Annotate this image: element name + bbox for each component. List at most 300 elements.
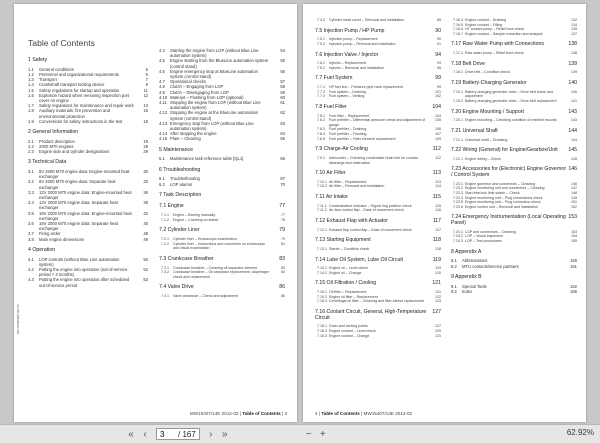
section-page-number: 83 xyxy=(279,255,285,262)
entry-page: 64 xyxy=(280,131,285,137)
entry-number: 3.3 xyxy=(28,189,34,195)
entry-page: 117 xyxy=(435,227,441,232)
section-page-number: 139 xyxy=(568,60,577,67)
entry-page: 36 xyxy=(143,189,148,195)
section-heading-text: 7.15 Oil Filtration / Cooling xyxy=(315,280,377,287)
entry-title: Centrifugal oil filter – Cleaning and filter-sleeve replacement xyxy=(329,299,425,304)
toc-entry[interactable] xyxy=(28,179,148,189)
toc-entry[interactable] xyxy=(28,277,148,287)
minus-icon[interactable]: − xyxy=(305,428,312,440)
entry-title: Stopping the engine from LOP (without Blue Line automation system) xyxy=(170,100,261,111)
entry-title: Drive belt – Condition check xyxy=(465,70,510,75)
toc-section xyxy=(451,81,577,104)
entry-page: 42 xyxy=(143,210,148,216)
section-heading[interactable] xyxy=(28,160,148,166)
entry-title: Fuel prefilter – Flushing xyxy=(329,132,367,136)
entry-title: 2000 M70 engines xyxy=(39,143,74,149)
section-page-number: 90 xyxy=(435,27,441,34)
toc-entry[interactable] xyxy=(28,93,148,103)
entry-page: 30 xyxy=(143,169,148,174)
section-heading[interactable] xyxy=(315,310,441,321)
entry-title: Battery-charging generator drive – Drive belt check and adjustment xyxy=(465,89,554,99)
section-heading[interactable] xyxy=(315,258,441,264)
section-heading-text: 7.18 Belt Drive xyxy=(451,60,486,67)
section-heading-text: 4 Operation xyxy=(28,246,56,253)
footer-label: Table of Contents xyxy=(242,411,281,416)
toc-entry[interactable] xyxy=(159,242,285,251)
entry-number: 7.19.2 xyxy=(453,98,463,103)
entry-title: Crankshaft transport locking device xyxy=(39,82,105,88)
entry-title: Engine – Barring manually xyxy=(173,213,216,218)
entry-title: Engine – Cranking on starter xyxy=(173,217,219,222)
entry-page: 155 xyxy=(571,239,577,244)
entry-number: 7.24.1 xyxy=(453,229,463,234)
entry-title: LOP – Visual inspection xyxy=(465,234,504,239)
entry-number: 4.2 xyxy=(28,266,34,272)
entry-number: 7.7.1 xyxy=(317,85,325,90)
entry-page: 50 xyxy=(143,256,148,262)
entry-page: 90 xyxy=(437,37,441,42)
toc-entry[interactable] xyxy=(315,334,441,339)
entry-title: LOP – Test procedures xyxy=(465,239,502,244)
toc-entry[interactable] xyxy=(159,69,285,79)
toc-entry[interactable] xyxy=(28,221,148,231)
entry-page: 113 xyxy=(435,179,441,184)
entry-page: 63 xyxy=(280,120,285,126)
entry-page: 33 xyxy=(143,179,148,185)
entry-page: 77 xyxy=(281,213,285,218)
section-heading[interactable] xyxy=(159,148,285,154)
entry-page: 140 xyxy=(571,89,577,94)
entry-title: Injection pump – Removal and installation xyxy=(329,41,396,46)
toc-entry[interactable] xyxy=(28,257,148,267)
entry-title: Engine oil filter – Replacement xyxy=(329,294,378,299)
entry-number: 7.2.2 xyxy=(161,241,169,246)
section-heading[interactable] xyxy=(315,281,441,287)
section-heading[interactable] xyxy=(451,275,577,281)
footer-doc-id: MW15407/14E 2012-02 xyxy=(189,411,239,416)
section-page-number: 117 xyxy=(432,217,441,224)
entry-page: 65 xyxy=(280,136,285,142)
toc-entry[interactable] xyxy=(28,237,148,242)
entry-number: 7.12.1 xyxy=(317,227,327,232)
toc-entry[interactable] xyxy=(159,156,285,161)
toc-entry[interactable] xyxy=(28,200,148,210)
page-input[interactable] xyxy=(160,430,178,439)
entry-number: 7.23.3 xyxy=(453,191,463,196)
entry-title: Safety regulations for startup and operation xyxy=(39,87,120,93)
pdf-page-3 xyxy=(14,4,297,422)
entry-number: 4.5 xyxy=(159,58,165,64)
entry-number: 7.17.1 xyxy=(453,51,463,56)
toc-entry[interactable] xyxy=(451,205,577,210)
entry-page: 18 xyxy=(143,118,148,124)
entry-number: 7.10.1 xyxy=(317,179,327,184)
entry-title: Clutch – Engaging from LOP xyxy=(170,84,224,90)
section-heading[interactable] xyxy=(451,148,577,154)
toc-entry[interactable] xyxy=(451,51,577,56)
toc-entry[interactable] xyxy=(28,119,148,124)
entry-number: 9.1 xyxy=(451,283,457,289)
toc-entry[interactable] xyxy=(451,239,577,244)
entry-page: 149 xyxy=(571,195,577,200)
section-heading[interactable] xyxy=(451,167,577,178)
chevron-left-icon[interactable]: ‹ xyxy=(143,428,147,440)
entry-title: Emergency stop from LOP (without Blue Line automation system) xyxy=(170,120,254,132)
toc-entry[interactable] xyxy=(159,182,285,187)
toc-entry[interactable] xyxy=(315,228,441,233)
entry-title: Injection pump – Replacement xyxy=(329,37,378,42)
entry-title: LOP and connectors – Cleaning xyxy=(465,229,516,234)
toc-entry[interactable] xyxy=(159,110,285,120)
entry-page: 19 xyxy=(143,138,148,144)
section-heading-text: 2 General Information xyxy=(28,128,79,135)
entry-page: 86 xyxy=(281,294,285,299)
section-heading[interactable] xyxy=(315,219,441,225)
toc-section xyxy=(159,204,285,222)
toc-section xyxy=(315,18,441,23)
entry-number: 6.2 xyxy=(159,181,165,187)
toc-entry[interactable] xyxy=(451,118,577,123)
page-footer: 4 | Table of Contents | MW15407/14E 2012-02 xyxy=(315,411,413,416)
section-heading-text: 8 Appendix A xyxy=(451,248,482,255)
entry-number: 7.23.2 xyxy=(453,186,463,191)
entry-number: 7.11.1 xyxy=(317,203,327,208)
chevron-right-icon[interactable]: › xyxy=(209,428,213,440)
entry-page: 58 xyxy=(280,84,285,90)
toc-entry[interactable] xyxy=(451,32,577,37)
section-page-number: 79 xyxy=(279,227,285,234)
entry-page: 166 xyxy=(570,288,577,294)
section-page-number: 113 xyxy=(432,170,441,177)
entry-number: 1.3 xyxy=(28,77,34,83)
toc-entry[interactable] xyxy=(315,42,441,47)
toc-entry[interactable] xyxy=(451,289,577,294)
toc-section xyxy=(315,258,441,276)
double-chevron-right-icon[interactable]: » xyxy=(222,428,228,440)
section-heading-text: 7.23 Accessories for (Electronic) Engine Governor / Control System xyxy=(451,166,567,179)
entry-page: 146 xyxy=(571,181,577,186)
entry-title: Engine monitoring unit and connectors – Cleaning xyxy=(465,186,545,191)
entry-page: 70 xyxy=(280,181,285,187)
entry-number: 7.1.2 xyxy=(161,217,169,222)
plus-icon[interactable]: + xyxy=(319,428,326,440)
entry-number: 7.10.2 xyxy=(317,184,327,189)
entry-number: 7.6.2 xyxy=(317,65,325,70)
section-page-number: 119 xyxy=(432,256,441,263)
toc-entry[interactable] xyxy=(315,184,441,189)
page-number-field[interactable] xyxy=(156,428,200,440)
toc-entry[interactable] xyxy=(28,149,148,154)
section-heading[interactable] xyxy=(451,81,577,87)
entry-title: Personnel and organizational requirements xyxy=(39,71,119,77)
toc-entry[interactable] xyxy=(315,271,441,276)
entry-page: 39 xyxy=(143,200,148,206)
toc-entry[interactable] xyxy=(315,208,441,213)
section-heading[interactable] xyxy=(159,228,285,234)
entry-title: 8V 2000 M70 engine data: Separate heat exchanger xyxy=(39,179,116,190)
entry-title: Abbreviations xyxy=(462,258,488,264)
section-heading[interactable] xyxy=(28,58,148,64)
entry-number: 2.1 xyxy=(28,138,34,144)
section-heading-text: 7.21 Universal Shaft xyxy=(451,127,498,134)
entry-number: 4.6 xyxy=(159,68,165,74)
section-heading[interactable] xyxy=(159,193,285,199)
toc-section xyxy=(315,105,441,141)
entry-page: 106 xyxy=(435,127,441,132)
entry-page: 135 xyxy=(571,27,577,32)
entry-page: 153 xyxy=(571,229,577,234)
section-heading[interactable] xyxy=(28,248,148,254)
toc-entry[interactable] xyxy=(159,136,285,141)
section-heading[interactable] xyxy=(451,129,577,135)
entry-page: 59 xyxy=(280,89,285,95)
entry-page: 118 xyxy=(435,246,441,251)
section-heading[interactable] xyxy=(451,42,577,48)
section-page-number: 77 xyxy=(279,203,285,210)
section-page-number: 115 xyxy=(432,194,441,200)
entry-page: 57 xyxy=(280,79,285,85)
entry-page: 158 xyxy=(570,258,577,264)
entry-title: Engine emergency stop at BlueLine automation system (control stand) xyxy=(170,68,258,80)
section-heading[interactable] xyxy=(159,257,285,263)
entry-number: 7.7.3 xyxy=(317,94,325,99)
toc-entry[interactable] xyxy=(451,90,577,99)
entry-page: 28 xyxy=(143,143,148,149)
entry-title: Cylinder head cover – Removal and installation xyxy=(329,18,405,22)
section-heading[interactable] xyxy=(315,29,441,35)
section-heading-text: 6 Troubleshooting xyxy=(159,166,201,173)
section-heading[interactable] xyxy=(451,250,577,256)
toc-section xyxy=(315,238,441,251)
toc-entry[interactable] xyxy=(28,190,148,200)
entry-number: 7.6.1 xyxy=(317,61,325,66)
entry-page: 138 xyxy=(571,51,577,56)
section-page-number: 118 xyxy=(432,237,441,244)
toc-column-2 xyxy=(159,48,285,299)
section-heading[interactable] xyxy=(315,195,441,201)
toc-section xyxy=(28,248,148,288)
section-heading-text: 7.13 Starting Equipment xyxy=(315,237,371,244)
zoom-level[interactable]: 62.92% xyxy=(566,428,594,437)
toc-entry[interactable] xyxy=(159,48,285,58)
entry-title: Fuel prefilter – Differential pressure check and adjustment of gauge xyxy=(329,118,426,127)
section-heading-text: 7.19 Battery-Charging Generator xyxy=(451,80,527,86)
section-heading-text: 5 Maintenance xyxy=(159,146,194,153)
entry-number: 1.7 xyxy=(28,103,34,109)
entry-page: 79 xyxy=(281,237,285,242)
section-heading[interactable] xyxy=(315,53,441,59)
double-chevron-left-icon[interactable]: « xyxy=(128,428,134,440)
entry-title: Fuel system – Draining xyxy=(329,89,366,94)
section-page-number: 144 xyxy=(568,127,577,134)
toc-entry[interactable] xyxy=(159,100,285,110)
entry-page: 122 xyxy=(435,294,441,299)
toc-section xyxy=(451,42,577,55)
toc-entry[interactable] xyxy=(315,156,441,165)
toc-section xyxy=(159,257,285,280)
toc-entry[interactable] xyxy=(159,58,285,68)
entry-title: Engine coolant – Level check xyxy=(329,328,376,333)
entry-page: 99 xyxy=(437,85,441,90)
toc-column-1 xyxy=(315,18,441,338)
toc-entry[interactable] xyxy=(159,270,285,279)
section-heading[interactable] xyxy=(159,285,285,291)
entry-number: 7.5.2 xyxy=(317,41,325,46)
section-heading-text: 7.22 Wiring (General) for Engine/Gearbox/Unit xyxy=(451,147,558,154)
entry-page: 49 xyxy=(143,236,148,242)
toc-entry[interactable] xyxy=(451,138,577,143)
entry-number: 7.9.1 xyxy=(317,155,325,160)
entry-title: Injector – Removal and installation xyxy=(329,65,384,70)
section-heading-text: 7.17 Raw Water Pump with Connections xyxy=(451,41,544,48)
section-heading[interactable] xyxy=(315,105,441,111)
section-heading-text: 7.5 Injection Pump / HP Pump xyxy=(315,27,385,34)
entry-number: 3.5 xyxy=(28,210,34,216)
entry-number: 7.19.1 xyxy=(453,89,463,94)
section-heading-text: 7.16 Coolant Circuit, General, High-Temperature Circuit xyxy=(315,308,427,321)
entry-page: 144 xyxy=(571,137,577,142)
entry-title: Stopping the engine at the BlueLine automation system (control stand) xyxy=(170,110,259,121)
entry-number: 1.8 xyxy=(28,108,34,114)
toc-entry[interactable] xyxy=(315,18,441,23)
section-heading[interactable] xyxy=(315,238,441,244)
toc-entry[interactable] xyxy=(28,267,148,277)
toc-section xyxy=(315,171,441,189)
section-heading[interactable] xyxy=(451,215,577,226)
entry-page: 152 xyxy=(571,204,577,209)
entry-title: Engine starting from the BlueLine automation system (control stand) xyxy=(170,58,269,69)
entry-page: 151 xyxy=(571,200,577,205)
entry-number: 4.9 xyxy=(159,89,165,95)
toc-entry[interactable] xyxy=(28,169,148,179)
toc-entry[interactable] xyxy=(28,108,148,118)
entry-title: Operational checks xyxy=(170,79,206,85)
entry-page: 121 xyxy=(435,290,441,295)
entry-number: 2.3 xyxy=(28,149,34,155)
entry-number: 7.23.5 xyxy=(453,200,463,205)
entry-page: 116 xyxy=(435,208,441,213)
entry-number: 4.13 xyxy=(159,120,168,126)
entry-number: 7.13.1 xyxy=(317,246,327,251)
section-heading[interactable] xyxy=(451,62,577,68)
entry-page: 101 xyxy=(435,89,441,94)
entry-title: Fuel filter – Replacement xyxy=(329,113,369,118)
toc-section xyxy=(315,147,441,165)
entry-title: Raw water pump – Relief bore check xyxy=(465,51,524,56)
entry-number: 3.8 xyxy=(28,236,34,242)
toc-title-wrap xyxy=(28,38,148,52)
entry-page: 94 xyxy=(437,61,441,66)
entry-number: 4.12 xyxy=(159,110,168,116)
entry-page: 8 xyxy=(145,82,148,88)
section-heading-text: 7 Task Description xyxy=(159,191,202,198)
entry-page: 7 xyxy=(145,77,148,83)
entry-page: 62 xyxy=(280,110,285,116)
section-page-number: 86 xyxy=(279,284,285,291)
entry-number: 4.8 xyxy=(159,84,165,90)
toc-entry[interactable] xyxy=(159,121,285,131)
entry-number: 7.15.2 xyxy=(317,294,327,299)
entry-title: Product description xyxy=(39,138,75,144)
entry-page: 129 xyxy=(435,328,441,333)
section-page-number: 104 xyxy=(432,103,441,110)
entry-number: 1.6 xyxy=(28,92,34,98)
entry-title: Fuel system – Venting xyxy=(329,94,365,99)
entry-title: 12V 2000 M70 engine data: Engine-mounted heat exchanger xyxy=(39,189,132,201)
toc-entry[interactable] xyxy=(315,299,441,304)
toc-entry[interactable] xyxy=(159,294,285,299)
entry-number: 1.4 xyxy=(28,82,34,88)
section-heading[interactable] xyxy=(159,168,285,174)
entry-title: LOP alarms xyxy=(170,181,193,187)
toc-entry[interactable] xyxy=(315,247,441,252)
section-heading[interactable] xyxy=(159,204,285,210)
entry-number: 4.14 xyxy=(159,131,168,137)
toc-entry[interactable] xyxy=(315,94,441,99)
section-heading-text: 9 Appendix B xyxy=(451,273,482,280)
entry-title: Fuel prefilter – Draining xyxy=(329,127,367,132)
section-heading-text: 3 Technical Data xyxy=(28,159,67,166)
page-total: / 167 xyxy=(178,429,196,439)
entry-title: Main engine dimensions xyxy=(39,236,85,242)
pdf-page-4 xyxy=(303,4,586,422)
entry-title: Clutch – Disengaging from LOP xyxy=(170,89,229,95)
section-heading[interactable] xyxy=(315,76,441,82)
toc-entry[interactable] xyxy=(451,99,577,104)
entry-title: Drain and venting points xyxy=(329,324,368,329)
entry-page: 56 xyxy=(280,68,285,74)
toc-entry[interactable] xyxy=(451,264,577,269)
toc-section xyxy=(315,76,441,99)
section-heading-text: 7.11 Air Intake xyxy=(315,194,348,200)
entry-title: MTU contacts/service partners xyxy=(462,263,519,269)
entry-number: 2.2 xyxy=(28,143,34,149)
entry-title: Air-flow control flap – Ease of movement check xyxy=(329,208,404,213)
section-heading[interactable] xyxy=(315,147,441,153)
entry-title: Index xyxy=(462,288,473,294)
toc-section xyxy=(159,228,285,251)
toc-entry[interactable] xyxy=(159,218,285,223)
entry-title: After stopping the engine xyxy=(170,131,217,137)
entry-page: 107 xyxy=(435,132,441,136)
toc-entry[interactable] xyxy=(451,70,577,75)
section-heading[interactable] xyxy=(451,110,577,116)
toc-entry[interactable] xyxy=(28,211,148,221)
entry-page: 67 xyxy=(280,176,285,182)
toc-entry[interactable] xyxy=(315,118,441,127)
entry-number: 7.16.6 xyxy=(453,27,463,32)
page-footer: MW15407/14E 2012-02 | Table of Contents | 3 xyxy=(189,411,287,416)
entry-number: 7.8.1 xyxy=(317,113,325,118)
toc-section xyxy=(28,58,148,124)
section-heading-text: 7.8 Fuel Filter xyxy=(315,103,347,110)
toc-entry[interactable] xyxy=(451,157,577,162)
entry-number: 7.4.2 xyxy=(317,18,325,22)
toc-section xyxy=(451,110,577,123)
entry-title: Engine coolant – Sample extraction and analysis xyxy=(465,31,543,36)
section-page-number: 127 xyxy=(432,308,441,315)
section-heading[interactable] xyxy=(315,171,441,177)
toc-entry[interactable] xyxy=(315,66,441,71)
toc-entry[interactable] xyxy=(315,137,441,142)
entry-title: Waterjet – Flushing from LOP (optional) xyxy=(170,94,244,100)
footer-doc-id: MW15407/14E 2012-02 xyxy=(363,411,413,416)
section-heading[interactable] xyxy=(28,130,148,136)
entry-title: General conditions xyxy=(39,66,74,72)
toc-section xyxy=(451,167,577,209)
footer-page-number: 3 xyxy=(284,411,287,416)
